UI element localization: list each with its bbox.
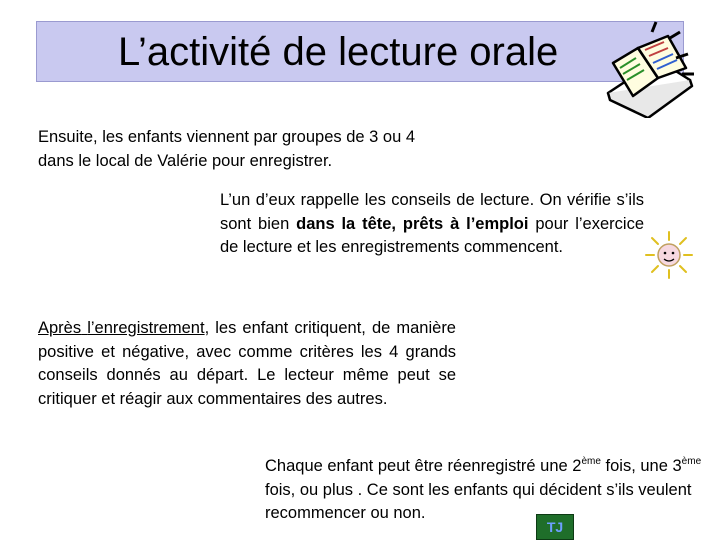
conseils-text-2: pour l’exercice de lecture et les enregistrements commencent.	[220, 214, 644, 256]
paragraph-conseils	[220, 189, 644, 260]
conseils-space	[396, 215, 403, 233]
conseils-text-1: L’un d’eux rappelle les conseils de lecture. On vérifie s’ils sont bien	[220, 191, 644, 233]
paragraph-reenregistrement	[265, 455, 705, 526]
sun-icon	[644, 230, 694, 280]
paragraph-critique	[38, 317, 456, 411]
open-book-icon	[598, 18, 698, 118]
paragraph-intro: Ensuite, les enfants viennent par groupes de 3 ou 4 dans le local de Valérie pour enregistrer.	[38, 128, 416, 170]
reenreg-text-2: fois, une 3	[600, 457, 682, 475]
critique-underline-2: l’enregistrement	[87, 319, 205, 337]
reenreg-text-3: fois, ou plus . Ce sont les enfants qui décident s’ils veulent recommencer ou non.	[265, 480, 692, 522]
conseils-bold-1: dans la tête,	[296, 214, 397, 233]
critique-underline-1: Après	[38, 319, 82, 337]
page-title: L’activité de lecture orale	[118, 30, 559, 74]
conseils-bold-2: prêts à l’emploi	[402, 214, 529, 233]
critique-text: , les enfant critiquent, de manière positive et négative, avec comme critères les 4 grands conseils donnés au départ. Le lecteur même peut se critiquer et réagir aux commentaires des autres.	[38, 319, 456, 408]
reenreg-sup-2: ème	[681, 456, 702, 467]
nav-button[interactable]: TJ	[536, 514, 574, 540]
reenreg-sup-1: ème	[581, 456, 601, 467]
reenreg-text-1: Chaque enfant peut être réenregistré une 2	[265, 457, 582, 475]
